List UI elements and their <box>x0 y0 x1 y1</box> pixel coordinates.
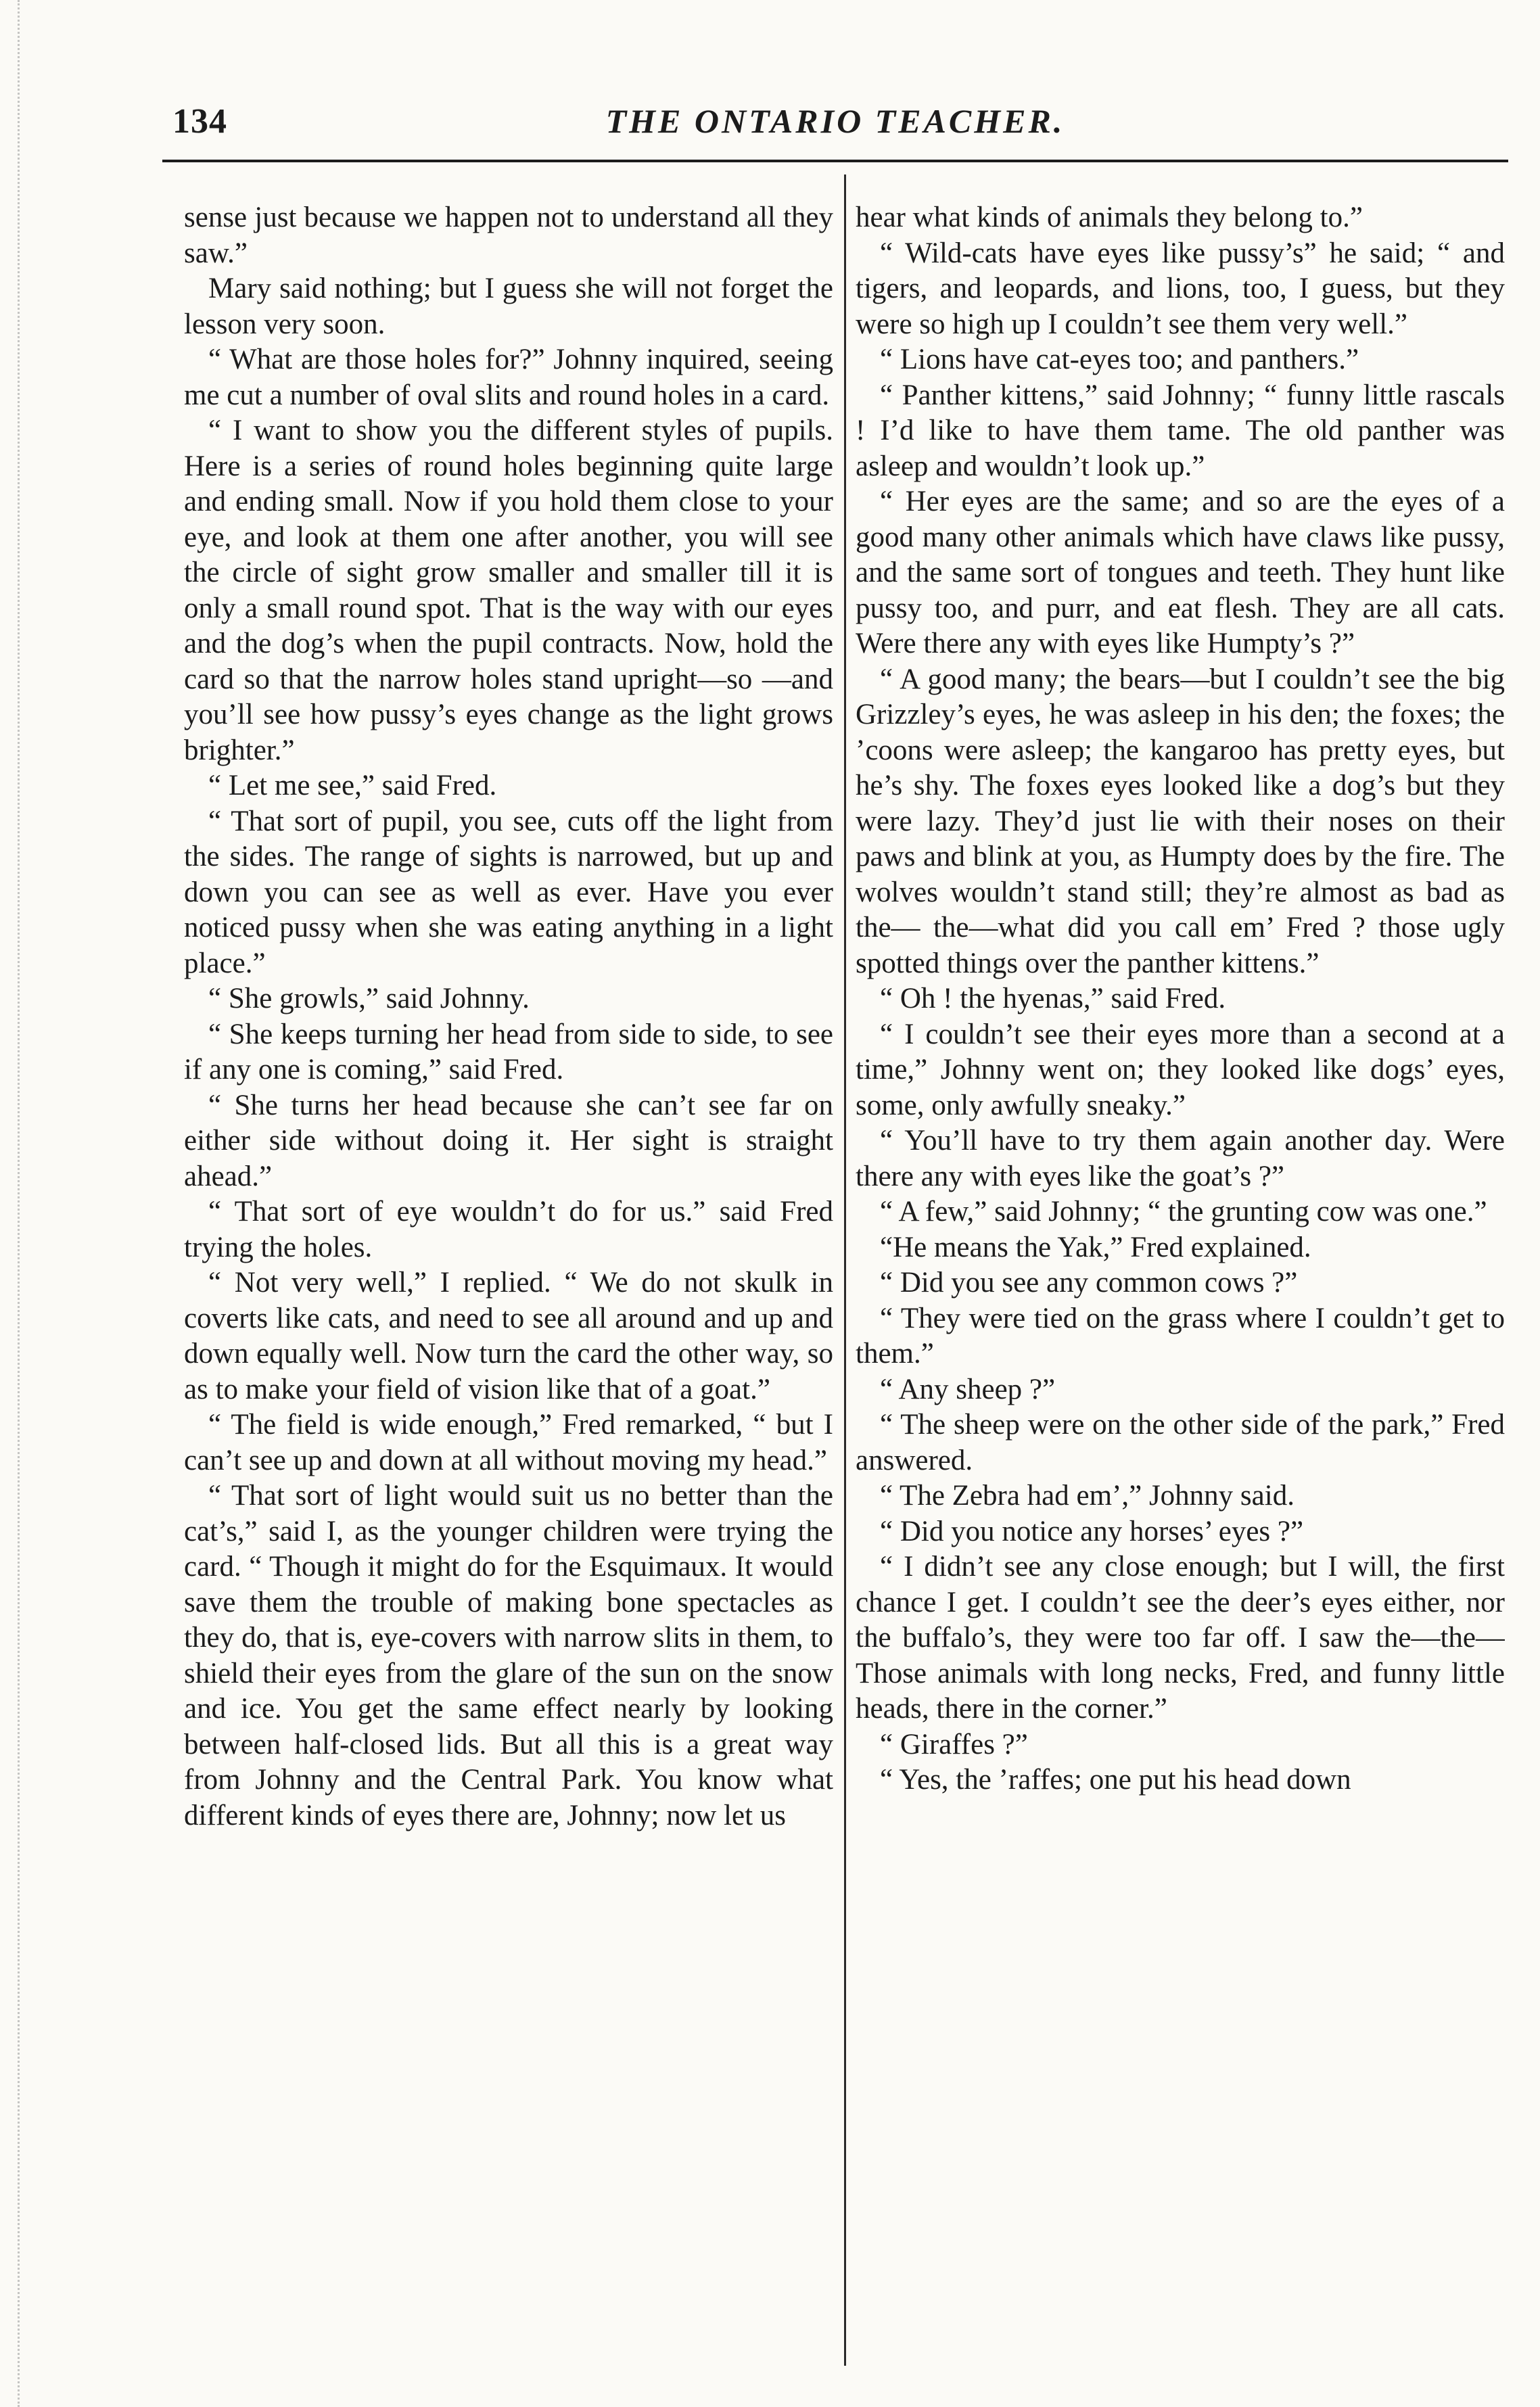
paragraph: “ The sheep were on the other side of the park,” Fred answered. <box>856 1409 1505 1476</box>
paragraph: “ Not very well,” I replied. “ We do not skulk in coverts like cats, and need to see all around and up and down equally well. Now turn the card the other way, so as to make your field of vision like that of a goat.” <box>184 1267 833 1405</box>
paragraph: “ They were tied on the grass where I couldn’t get to them.” <box>856 1302 1505 1370</box>
page-number: 134 <box>172 102 227 141</box>
paragraph: “ Did you notice any horses’ eyes ?” <box>880 1515 1304 1547</box>
page-header <box>172 101 1498 149</box>
paragraph: “He means the Yak,” Fred explained. <box>880 1231 1311 1263</box>
paragraph: “ Yes, the ’raffes; one put his head down <box>880 1764 1351 1796</box>
paragraph: “ A few,” said Johnny; “ the grunting cow was one.” <box>880 1196 1487 1228</box>
paragraph: “ You’ll have to try them again another day. Were there any with eyes like the goat’s ?” <box>856 1125 1505 1192</box>
paragraph: “ That sort of eye wouldn’t do for us.” said Fred trying the holes. <box>184 1196 833 1263</box>
paragraph: “ Her eyes are the same; and so are the eyes of a good many other animals which have claws like pussy, and the same sort of tongues and teeth. They hunt like pussy too, and purr, and eat flesh. They are all cats. Were there any with eyes like Humpty’s ?” <box>856 486 1505 659</box>
header-rule <box>162 160 1508 162</box>
paragraph: “ She turns her head because she can’t see far on either side without doing it. Her sight is straight ahead.” <box>184 1089 833 1192</box>
paragraph: “ Oh ! the hyenas,” said Fred. <box>880 983 1226 1014</box>
paragraph: “ A good many; the bears—but I couldn’t see the big Grizzley’s eyes, he was asleep in his den; the foxes; the ’coons were asleep; the kangaroo has pretty eyes, but he’s shy. The foxes eyes looked like a dog’s but they were lazy. They’d just lie with their noses on their paws and blink at you, as Humpty does by the fire. The wolves wouldn’t stand still; they’re almost as bad as the— the—what did you call em’ Fred ? those ugly spotted things over the panther kittens.” <box>856 663 1505 979</box>
paragraph: “ Panther kittens,” said Johnny; “ funny little rascals ! I’d like to have them tame. The old panther was asleep and wouldn’t look up.” <box>856 379 1505 482</box>
left-column <box>184 200 833 2364</box>
paragraph: “ That sort of pupil, you see, cuts off the light from the sides. The range of sights is narrowed, but up and down you can see as well as ever. Have you ever noticed pussy when she was eating anything in a light place.” <box>184 805 833 979</box>
paragraph: hear what kinds of animals they belong to.” <box>856 202 1363 233</box>
paragraph: “ The field is wide enough,” Fred remarked, “ but I can’t see up and down at all without moving my head.” <box>184 1409 833 1476</box>
paragraph: “ I didn’t see any close enough; but I will, the first chance I get. I couldn’t see the deer’s eyes either, nor the buffalo’s, they were too far off. I saw the—the—Those animals with long necks, Fred, and funny little heads, there in the corner.” <box>856 1551 1505 1725</box>
column-divider <box>844 174 846 2366</box>
paragraph: “ Giraffes ?” <box>880 1728 1028 1760</box>
paragraph: sense just because we happen not to understand all they saw.” <box>184 202 833 269</box>
right-column <box>856 200 1505 2364</box>
paragraph: “ What are those holes for?” Johnny inquired, seeing me cut a number of oval slits and round holes in a card. <box>184 344 833 411</box>
paragraph: “ She keeps turning her head from side to side, to see if any one is coming,” said Fred. <box>184 1018 833 1085</box>
paragraph: “ Wild-cats have eyes like pussy’s” he said; “ and tigers, and leopards, and lions, too, I guess, but they were so high up I couldn’t see them very well.” <box>856 237 1505 340</box>
paragraph: “ I want to show you the different styles of pupils. Here is a series of round holes beginning quite large and ending small. Now if you hold them close to your eye, and look at them one after another, you will see the circle of sight grow smaller and smaller till it is only a small round spot. That is the way with our eyes and the dog’s when the pupil contracts. Now, hold the card so that the narrow holes stand upright—so —and you’ll see how pussy’s eyes change as the light grows brighter.” <box>184 415 833 766</box>
paragraph: “ I couldn’t see their eyes more than a second at a time,” Johnny went on; they looked like dogs’ eyes, some, only awfully sneaky.” <box>856 1018 1505 1121</box>
scan-edge-marks <box>0 0 20 2407</box>
paragraph: Mary said nothing; but I guess she will not forget the lesson very soon. <box>184 273 833 340</box>
running-title: THE ONTARIO TEACHER. <box>605 102 1065 140</box>
paragraph: “ She growls,” said Johnny. <box>208 983 530 1014</box>
paragraph: “ Let me see,” said Fred. <box>208 770 497 801</box>
paragraph: “ Lions have cat-eyes too; and panthers.” <box>880 344 1359 375</box>
paragraph: “ That sort of light would suit us no better than the cat’s,” said I, as the younger children were trying the card. “ Though it might do for the Esquimaux. It would save them the trouble of making bone spectacles as they do, that is, eye-covers with narrow slits in them, to shield their eyes from the glare of the sun on the snow and ice. You get the same effect nearly by looking between half-closed lids. But all this is a great way from Johnny and the Central Park. You know what different kinds of eyes there are, Johnny; now let us <box>184 1480 833 1831</box>
paragraph: “ Any sheep ?” <box>880 1373 1056 1405</box>
paragraph: “ The Zebra had em’,” Johnny said. <box>880 1480 1294 1512</box>
paragraph: “ Did you see any common cows ?” <box>880 1267 1298 1299</box>
